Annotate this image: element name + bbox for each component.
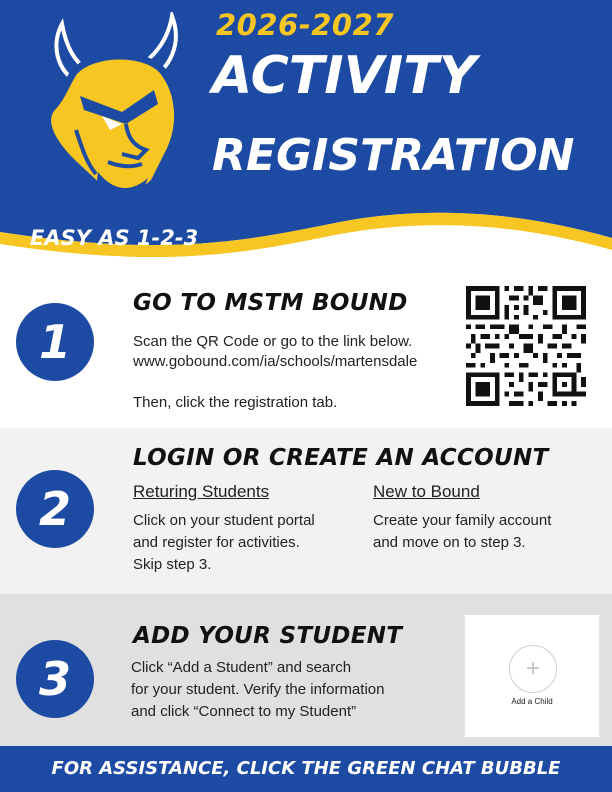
step-1-number: 1 xyxy=(38,315,71,369)
returning-line-3: Skip step 3. xyxy=(133,556,212,573)
step-3-number-badge xyxy=(16,640,94,718)
step-1-line-1: Scan the QR Code or go to the link below. xyxy=(133,333,413,350)
returning-line-1: Click on your student portal xyxy=(133,512,315,529)
step-3-line-1: Click “Add a Student” and search xyxy=(131,659,352,676)
returning-line-2: and register for activities. xyxy=(133,534,300,551)
step-2-number: 2 xyxy=(38,482,71,536)
new-line-1: Create your family account xyxy=(373,512,552,529)
new-line-2: and move on to step 3. xyxy=(373,534,526,551)
tagline: EASY AS 1-2-3 xyxy=(30,226,199,250)
title-years: 2026-2027 xyxy=(216,8,394,42)
qr-code-icon[interactable] xyxy=(466,286,586,406)
header-banner xyxy=(0,0,612,262)
returning-students-heading: Returing Students xyxy=(133,482,270,501)
footer-banner xyxy=(0,746,612,792)
title-registration: REGISTRATION xyxy=(212,130,575,181)
step-2-number-badge xyxy=(16,470,94,548)
step-3-line-3: and click “Connect to my Student” xyxy=(131,703,357,720)
plus-icon[interactable]: + xyxy=(509,645,557,693)
footer-text: FOR ASSISTANCE, CLICK THE GREEN CHAT BUBBLE xyxy=(51,758,561,779)
title-activity: ACTIVITY xyxy=(212,46,477,106)
step-1-link[interactable]: www.gobound.com/ia/schools/martensdale xyxy=(133,353,418,370)
step-3-number: 3 xyxy=(38,652,71,706)
new-to-bound-heading: New to Bound xyxy=(373,482,480,501)
step-1-number-badge xyxy=(16,303,94,381)
step-2-title: LOGIN OR CREATE AN ACCOUNT xyxy=(133,445,549,471)
step-1-title: GO TO MSTM BOUND xyxy=(133,290,408,316)
step-3-line-2: for your student. Verify the information xyxy=(131,681,385,698)
step-3-title: ADD YOUR STUDENT xyxy=(133,623,403,649)
blue-devil-mascot-icon xyxy=(22,12,202,202)
step-1-line-3: Then, click the registration tab. xyxy=(133,394,338,411)
add-a-child-card[interactable] xyxy=(464,614,600,738)
add-a-child-label: Add a Child xyxy=(511,697,553,706)
